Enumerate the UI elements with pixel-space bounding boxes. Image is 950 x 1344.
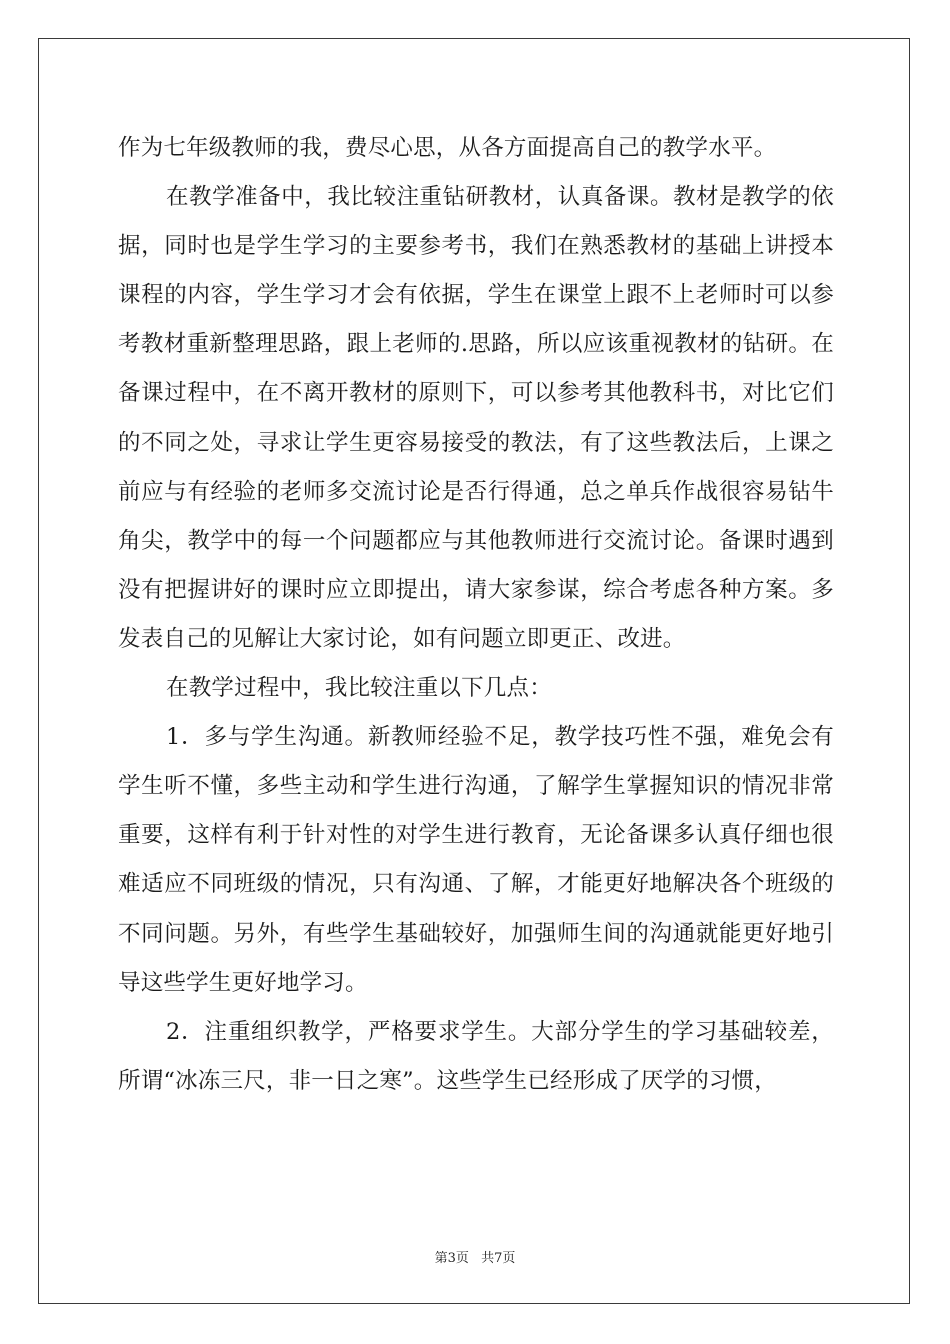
paragraph-1: 作为七年级教师的我，费尽心思，从各方面提高自己的教学水平。 xyxy=(118,135,777,161)
page-footer xyxy=(0,1247,950,1266)
paragraph-5: 2．注重组织教学，严格要求学生。大部分学生的学习基础较差，所谓“冰冻三尺，非一日之寒”。这些学生已经形成了厌学的习惯， xyxy=(118,1018,834,1094)
paragraph-3: 在教学过程中，我比较注重以下几点： xyxy=(166,675,552,702)
total-page-count: 共7页 xyxy=(481,1251,516,1266)
current-page-number: 第3页 xyxy=(434,1251,469,1266)
document-body xyxy=(118,124,834,1106)
paragraph-2: 在教学准备中，我比较注重钻研教材，认真备课。教材是教学的依据，同时也是学生学习的主要参考书，我们在熟悉教材的基础上讲授本课程的内容，学生学习才会有依据，学生在课堂上跟不上老师时可以参考教材重新整理思路，跟上老师的.思路，所以应该重视教材的钻研。在备课过程中，在不离开教材的原则下，可以参考其他教科书，对比它们的不同之处，寻求让学生更容易接受的教法，有了这些教法后，上课之前应与有经验的老师多交流讨论是否行得通，总之单兵作战很容易钻牛角尖，教学中的每一个问题都应与其他教师进行交流讨论。备课时遇到没有把握讲好的课时应立即提出，请大家参谋，综合考虑各种方案。多发表自己的见解让大家讨论，如有问题立即更正、改进。 xyxy=(118,184,834,652)
paragraph-4: 1．多与学生沟通。新教师经验不足，教学技巧性不强，难免会有学生听不懂，多些主动和学生进行沟通，了解学生掌握知识的情况非常重要，这样有利于针对性的对学生进行教育，无论备课多认真仔细也很难适应不同班级的情况，只有沟通、了解，才能更好地解决各个班级的不同问题。另外，有些学生基础较好，加强师生间的沟通就能更好地引导这些学生更好地学习。 xyxy=(118,724,834,996)
